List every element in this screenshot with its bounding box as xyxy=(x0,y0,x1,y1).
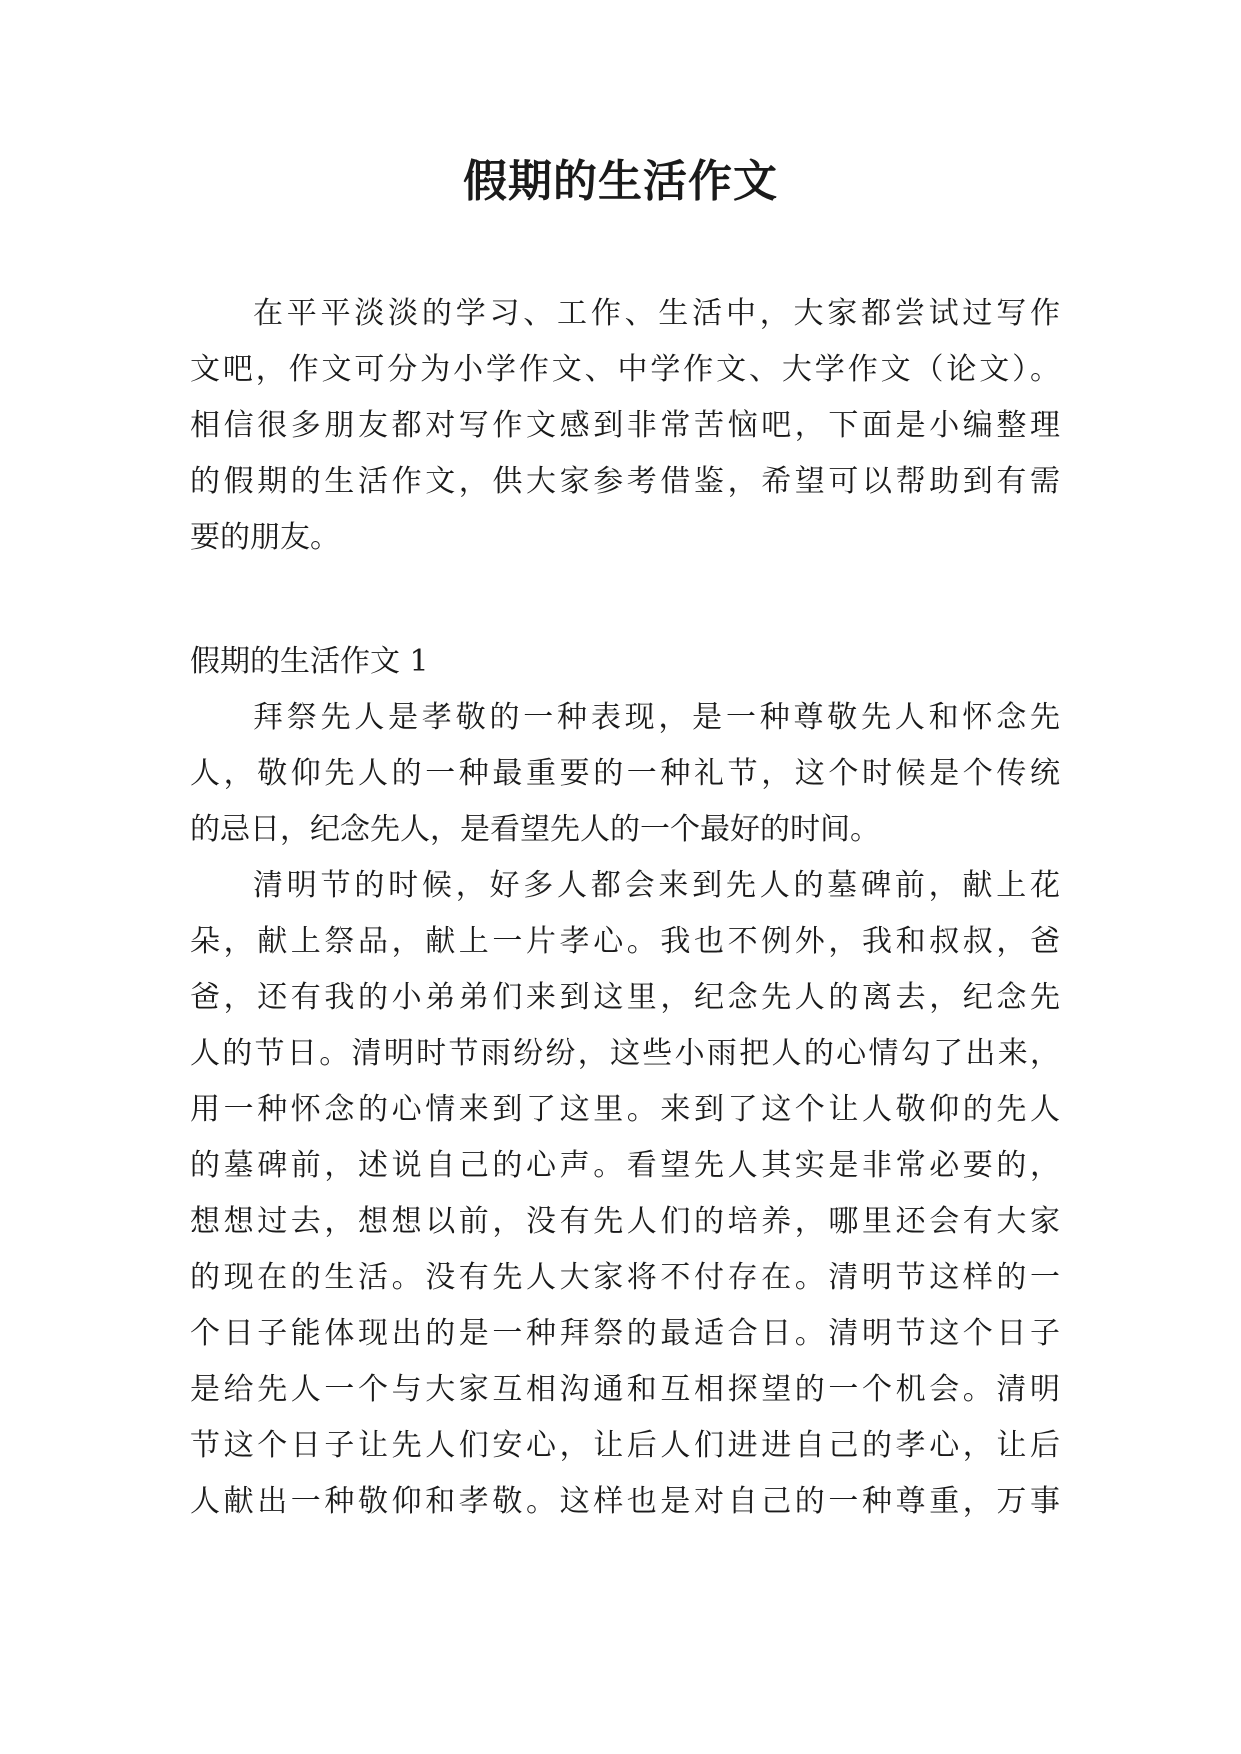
intro-line-1: 在平平淡淡的学习、工作、生活中，大家都尝试过写作 xyxy=(253,296,1060,331)
para2-line-6: 的墓碑前，述说自己的心声。看望先人其实是非常必要的， xyxy=(190,1148,1060,1183)
intro-line-5: 要的朋友。 xyxy=(190,520,340,555)
intro-line-3: 相信很多朋友都对写作文感到非常苦恼吧，下面是小编整理 xyxy=(190,408,1060,443)
para2-line-8: 的现在的生活。没有先人大家将不付存在。清明节这样的一 xyxy=(190,1260,1060,1295)
para2-line-3: 爸，还有我的小弟弟们来到这里，纪念先人的离去，纪念先 xyxy=(190,980,1060,1015)
para1-line-1: 拜祭先人是孝敬的一种表现，是一种尊敬先人和怀念先 xyxy=(253,700,1060,735)
para1-line-2: 人，敬仰先人的一种最重要的一种礼节，这个时候是个传统 xyxy=(190,756,1060,791)
para1-line-3: 的忌日，纪念先人，是看望先人的一个最好的时间。 xyxy=(190,812,880,847)
para2-line-12: 人献出一种敬仰和孝敬。这样也是对自己的一种尊重，万事 xyxy=(190,1484,1060,1519)
para2-line-2: 朵，献上祭品，献上一片孝心。我也不例外，我和叔叔，爸 xyxy=(190,924,1060,959)
para2-line-9: 个日子能体现出的是一种拜祭的最适合日。清明节这个日子 xyxy=(190,1316,1060,1351)
para2-line-11: 节这个日子让先人们安心，让后人们进进自己的孝心，让后 xyxy=(190,1428,1060,1463)
section-heading: 假期的生活作文 1 xyxy=(190,644,429,679)
intro-line-4: 的假期的生活作文，供大家参考借鉴，希望可以帮助到有需 xyxy=(190,464,1060,499)
para2-line-7: 想想过去，想想以前，没有先人们的培养，哪里还会有大家 xyxy=(190,1204,1060,1239)
intro-line-2: 文吧，作文可分为小学作文、中学作文、大学作文（论文）。 xyxy=(190,352,1060,387)
para2-line-4: 人的节日。清明时节雨纷纷，这些小雨把人的心情勾了出来， xyxy=(190,1036,1060,1071)
para2-line-10: 是给先人一个与大家互相沟通和互相探望的一个机会。清明 xyxy=(190,1372,1060,1407)
para2-line-5: 用一种怀念的心情来到了这里。来到了这个让人敬仰的先人 xyxy=(190,1092,1060,1127)
document-title: 假期的生活作文 xyxy=(463,156,778,207)
para2-line-1: 清明节的时候，好多人都会来到先人的墓碑前，献上花 xyxy=(253,868,1060,903)
